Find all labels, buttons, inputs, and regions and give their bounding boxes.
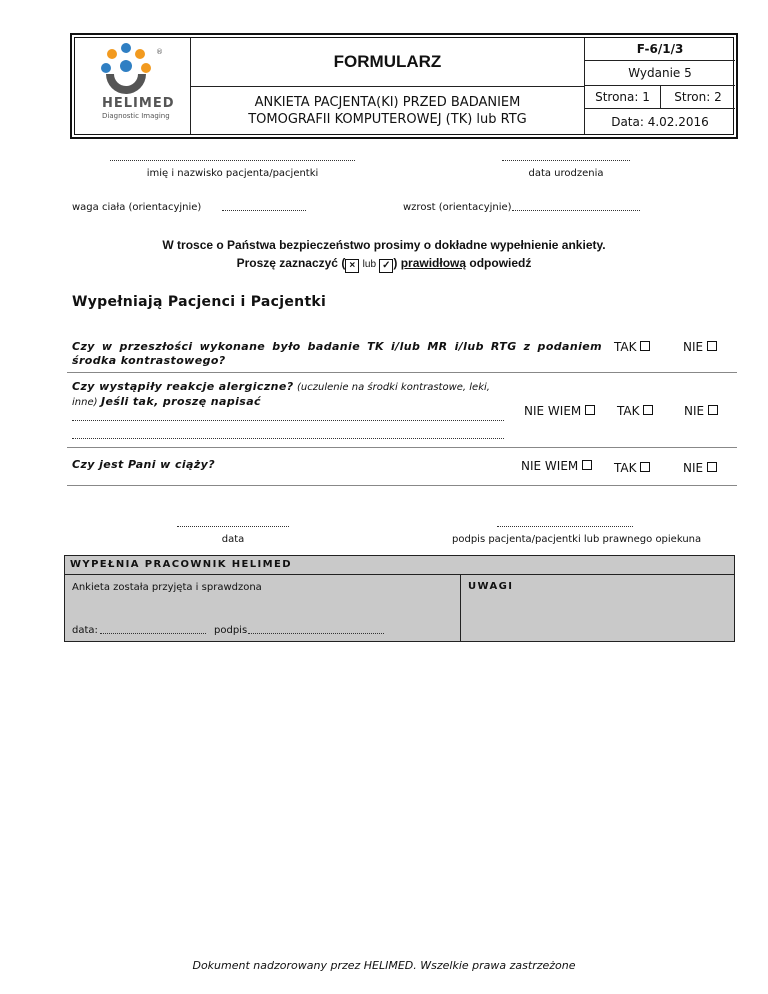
divider [67, 485, 737, 486]
form-title: FORMULARZ [191, 38, 584, 87]
divider [67, 447, 737, 448]
checkbox-check-icon: ✓ [379, 259, 393, 273]
checkbox-icon[interactable] [708, 405, 718, 415]
q2-dont-know[interactable] [524, 404, 595, 418]
staff-signature-label: podpis [214, 625, 248, 636]
q1-no-label: NIE [683, 340, 704, 354]
registered-mark: ® [156, 48, 163, 56]
logo-text: HELIMED [102, 96, 175, 111]
logo-cell [76, 38, 191, 134]
section-title: Wypełniają Pacjenci i Pacjentki [72, 294, 327, 310]
instructions-emph: prawidłową [400, 256, 467, 270]
q3-yes-label: TAK [614, 461, 637, 475]
checkbox-icon[interactable] [640, 341, 650, 351]
signature-field[interactable] [497, 526, 633, 527]
q2-no-label: NIE [684, 404, 705, 418]
staff-date-label: data: [72, 625, 98, 636]
instructions-mid: lub [362, 259, 377, 270]
staff-remarks: UWAGI [468, 581, 514, 592]
weight-label: waga ciała (orientacyjnie) [72, 202, 202, 213]
q3-yes[interactable] [614, 461, 650, 475]
checkbox-icon[interactable] [707, 341, 717, 351]
checkbox-icon[interactable] [707, 462, 717, 472]
instructions [60, 236, 708, 274]
name-field[interactable] [110, 160, 355, 161]
q2-dont-know-label: NIE WIEM [524, 404, 582, 418]
checkbox-icon[interactable] [582, 460, 592, 470]
question-2-note: (uczulenie na środki kontrastowe, leki, inne) [72, 382, 490, 408]
question-2-main: Czy wystąpiły reakcje alergiczne? [72, 380, 294, 393]
dob-label: data urodzenia [528, 168, 604, 179]
allergy-field-1[interactable] [72, 420, 504, 421]
date-label: data [221, 534, 245, 545]
staff-accepted: Ankieta została przyjęta i sprawdzona [72, 582, 262, 593]
staff-title: WYPEŁNIA PRACOWNIK HELIMED [70, 559, 292, 570]
checkbox-icon[interactable] [643, 405, 653, 415]
checkbox-icon[interactable] [640, 462, 650, 472]
instructions-pre: Proszę zaznaczyć ( [236, 256, 346, 270]
dob-field[interactable] [502, 160, 630, 161]
staff-col-divider [460, 574, 461, 642]
checkbox-x-icon: × [345, 259, 359, 273]
checkbox-icon[interactable] [585, 405, 595, 415]
q1-yes-label: TAK [614, 340, 637, 354]
allergy-field-2[interactable] [72, 438, 504, 439]
signature-label: podpis pacjenta/pacjentki lub prawnego opiekuna [452, 534, 702, 545]
logo-tagline: Diagnostic Imaging [102, 112, 170, 120]
height-label: wzrost (orientacyjnie) [403, 202, 512, 213]
instructions-post: ) [393, 256, 398, 270]
q3-no[interactable] [683, 461, 717, 475]
height-field[interactable] [512, 210, 640, 211]
subtitle-line1: ANKIETA PACJENTA(KI) PRZED BADANIEM [254, 94, 521, 110]
q2-yes-label: TAK [617, 404, 640, 418]
staff-date-field[interactable] [100, 633, 206, 634]
weight-field[interactable] [222, 210, 306, 211]
q1-no[interactable] [683, 340, 717, 354]
divider [67, 372, 737, 373]
form-code: F-6/1/3 [585, 38, 735, 61]
staff-title-divider [64, 574, 735, 575]
q3-no-label: NIE [683, 461, 704, 475]
q1-yes[interactable] [614, 340, 650, 354]
form-subtitle [191, 87, 584, 134]
question-2-tail: Jeśli tak, proszę napisać [101, 395, 261, 408]
question-2 [72, 380, 512, 410]
form-edition: Wydanie 5 [585, 61, 735, 86]
instructions-end: odpowiedź [469, 256, 532, 270]
q3-dont-know-label: NIE WIEM [521, 459, 579, 473]
page-count: Stron: 2 [661, 86, 735, 109]
q2-no[interactable] [684, 404, 718, 418]
page-number: Strona: 1 [585, 86, 661, 109]
footer-note: Dokument nadzorowany przez HELIMED. Wszelkie prawa zastrzeżone [192, 959, 576, 972]
instructions-line2 [60, 254, 708, 274]
form-date: Data: 4.02.2016 [611, 114, 709, 129]
meta-cells [584, 38, 735, 134]
staff-signature-field[interactable] [248, 633, 384, 634]
q3-dont-know[interactable] [521, 459, 592, 473]
q2-yes[interactable] [617, 404, 653, 418]
name-label: imię i nazwisko pacjenta/pacjentki [146, 168, 319, 179]
subtitle-line2: TOMOGRAFII KOMPUTEROWEJ (TK) lub RTG [248, 111, 527, 127]
question-1: Czy w przeszłości wykonane było badanie TK i/lub MR i/lub RTG z podaniem środka kontrastowego? [72, 340, 602, 367]
instructions-line1: W trosce o Państwa bezpieczeństwo prosimy o dokładne wypełnienie ankiety. [162, 238, 606, 252]
question-3: Czy jest Pani w ciąży? [72, 458, 216, 471]
date-field[interactable] [177, 526, 289, 527]
